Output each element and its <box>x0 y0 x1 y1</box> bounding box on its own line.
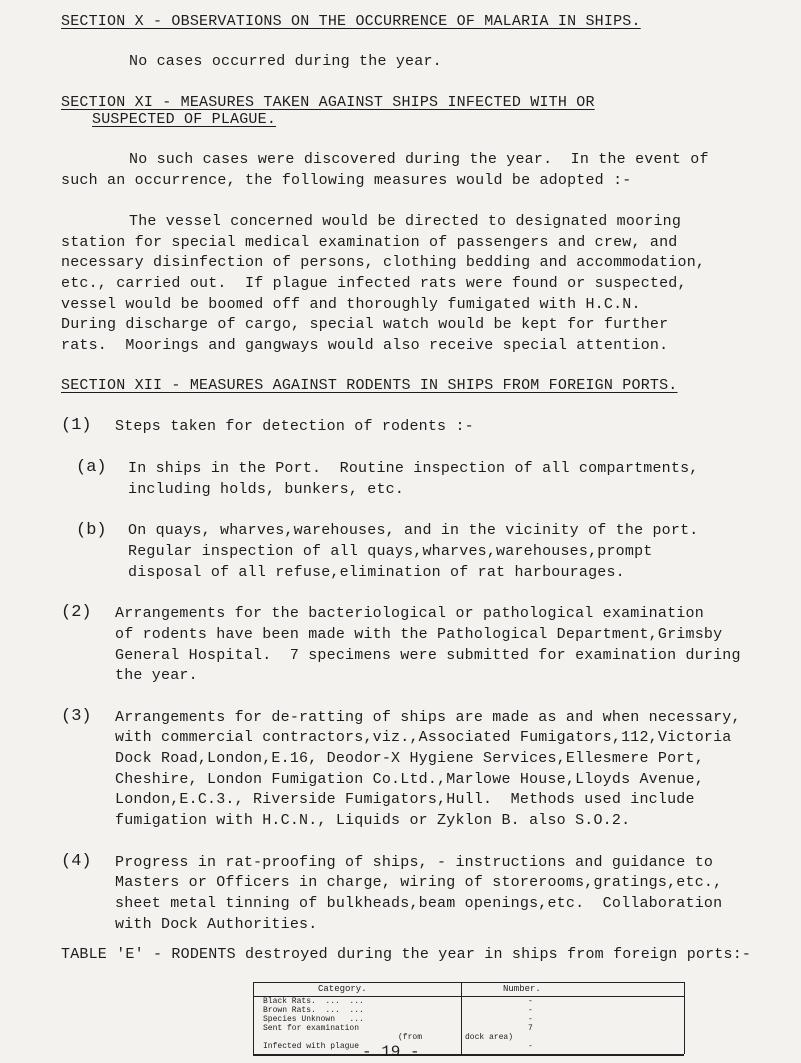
item-1b-line: disposal of all refuse,elimination of rat harbourages. <box>128 564 625 581</box>
item-1-number: (1) <box>61 416 92 435</box>
item-4-line: Masters or Officers in charge, wiring of storerooms,gratings,etc., <box>115 874 723 891</box>
section-11-para2-line: station for special medical examination of passengers and crew, and <box>61 234 678 251</box>
table-row-category: Infected with plague <box>263 1042 360 1051</box>
section-11-para1-line: No such cases were discovered during the year. In the event of <box>129 151 709 168</box>
section-12-heading: SECTION XII - MEASURES AGAINST RODENTS IN SHIPS FROM FOREIGN PORTS. <box>61 377 678 394</box>
item-1b-line: Regular inspection of all quays,wharves,warehouses,prompt <box>128 543 653 560</box>
table-row-number: - <box>528 997 533 1006</box>
item-2-line: General Hospital. 7 specimens were submitted for examination during <box>115 647 741 664</box>
section-11-heading-line1: SECTION XI - MEASURES TAKEN AGAINST SHIPS INFECTED WITH OR <box>61 94 595 111</box>
item-1b-line: On quays, wharves,warehouses, and in the vicinity of the port. <box>128 522 699 539</box>
table-row-category: Brown Rats. ... ... <box>263 1006 364 1015</box>
item-3-line: fumigation with H.C.N., Liquids or Zyklon B. also S.O.2. <box>115 812 631 829</box>
table-row-category: Sent for examination <box>263 1024 360 1033</box>
section-11-para2-line: rats. Moorings and gangways would also receive special attention. <box>61 337 669 354</box>
item-3-line: with commercial contractors,viz.,Associated Fumigators,112,Victoria <box>115 729 732 746</box>
item-1b-number: (b) <box>76 521 107 540</box>
item-4-line: sheet metal tinning of bulkheads,beam openings,etc. Collaboration <box>115 895 723 912</box>
section-11-heading-line2: SUSPECTED OF PLAGUE. <box>92 111 277 128</box>
section-11-para1-line: such an occurrence, the following measures would be adopted :- <box>61 172 632 189</box>
table-e-caption: TABLE 'E' - RODENTS destroyed during the year in ships from foreign ports:- <box>61 946 752 963</box>
item-3-line: Dock Road,London,E.16, Deodor-X Hygiene Services,Ellesmere Port, <box>115 750 704 767</box>
table-row-category: Species Unknown ... <box>263 1015 364 1024</box>
item-4-number: (4) <box>61 852 92 871</box>
item-2-line: Arrangements for the bacteriological or pathological examination <box>115 605 704 622</box>
table-border-left <box>253 982 254 1054</box>
item-4-line: Progress in rat-proofing of ships, - instructions and guidance to <box>115 854 714 871</box>
section-11-para2-line: necessary disinfection of persons, clothing bedding and accommodation, <box>61 254 706 271</box>
table-border-top <box>253 982 684 983</box>
table-row-number: - <box>528 1042 533 1051</box>
item-2-line: of rodents have been made with the Pathological Department,Grimsby <box>115 626 723 643</box>
item-1a-number: (a) <box>76 458 107 477</box>
table-header-category: Category. <box>318 984 367 994</box>
section-11-para2-line: vessel would be boomed off and thoroughly fumigated with H.C.N. <box>61 296 641 313</box>
table-row-number: - <box>528 1006 533 1015</box>
table-row-number: - <box>528 1015 533 1024</box>
item-1a-line: including holds, bunkers, etc. <box>128 481 405 498</box>
table-row-category: Black Rats. ... ... <box>263 997 364 1006</box>
item-3-line: Arrangements for de-ratting of ships are made as and when necessary, <box>115 709 741 726</box>
table-border-bottom <box>253 1054 684 1056</box>
item-3-number: (3) <box>61 707 92 726</box>
item-1a-line: In ships in the Port. Routine inspection of all compartments, <box>128 460 699 477</box>
item-2-number: (2) <box>61 603 92 622</box>
table-row-number: 7 <box>528 1024 533 1033</box>
section-11-para2-line: During discharge of cargo, special watch would be kept for further <box>61 316 669 333</box>
section-11-para2-line: The vessel concerned would be directed to designated mooring <box>129 213 682 230</box>
page-number: - 19 - <box>362 1043 420 1061</box>
table-wrap <box>253 982 685 1054</box>
section-10-body: No cases occurred during the year. <box>129 53 442 70</box>
section-11-para2-line: etc., carried out. If plague infected rats were found or suspected, <box>61 275 687 292</box>
item-3-line: Cheshire, London Fumigation Co.Ltd.,Marlowe House,Lloyds Avenue, <box>115 771 704 788</box>
table-row-number: dock area) <box>465 1033 514 1042</box>
table-border-middle <box>461 982 462 1054</box>
table-header-number: Number. <box>503 984 541 994</box>
item-4-line: with Dock Authorities. <box>115 916 318 933</box>
item-3-line: London,E.C.3., Riverside Fumigators,Hull. Methods used include <box>115 791 695 808</box>
section-10-heading: SECTION X - OBSERVATIONS ON THE OCCURRENCE OF MALARIA IN SHIPS. <box>61 13 641 30</box>
item-1-text: Steps taken for detection of rodents :- <box>115 418 474 435</box>
table-row-category: (from <box>398 1033 423 1042</box>
table-border-right <box>684 982 685 1054</box>
item-2-line: the year. <box>115 667 198 684</box>
